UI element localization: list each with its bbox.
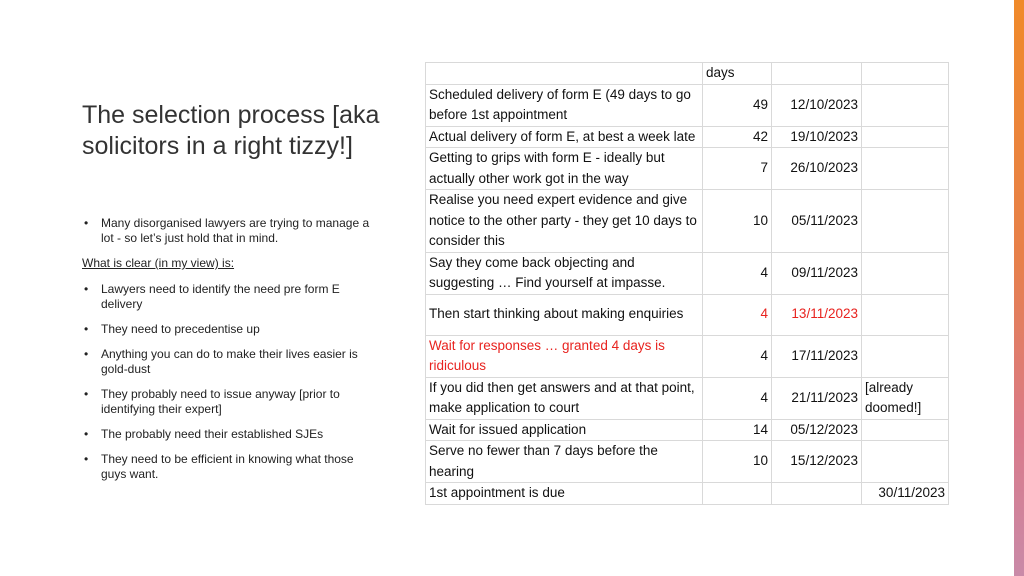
bullet-text: Anything you can do to make their lives easier is gold-dust [101, 347, 358, 376]
row-date: 26/10/2023 [772, 148, 862, 190]
row-desc: Getting to grips with form E - ideally but actually other work got in the way [426, 148, 703, 190]
row-note [862, 252, 949, 294]
row-date: 15/12/2023 [772, 441, 862, 483]
table-row [426, 294, 949, 335]
row-desc: Realise you need expert evidence and give notice to the other party - they get 10 days to consider this [426, 190, 703, 253]
row-desc: 1st appointment is due [426, 483, 703, 505]
table-row [426, 252, 949, 294]
bullet-text: The probably need their established SJEs [101, 427, 324, 441]
row-desc: Wait for issued application [426, 419, 703, 441]
row-note [862, 126, 949, 148]
row-date [772, 483, 862, 505]
row-date: 21/11/2023 [772, 377, 862, 419]
table-row [426, 190, 949, 253]
row-days [703, 483, 772, 505]
bullet-text: Lawyers need to identify the need pre form E delivery [101, 282, 340, 311]
row-date-highlight: 13/11/2023 [772, 294, 862, 335]
row-date: 17/11/2023 [772, 335, 862, 377]
row-days: 14 [703, 419, 772, 441]
row-days: 4 [703, 252, 772, 294]
subheading: What is clear (in my view) is: [82, 256, 235, 270]
row-note: [already doomed!] [862, 377, 949, 419]
table-row [426, 148, 949, 190]
table-row [426, 483, 949, 505]
bullet-item: • They probably need to issue anyway [prior to identifying their expert] [84, 387, 340, 416]
row-days: 49 [703, 84, 772, 126]
table-row [426, 377, 949, 419]
bullet-text: They need to precedentise up [101, 322, 260, 336]
bullet-list [82, 216, 372, 492]
row-note [862, 190, 949, 253]
row-days: 7 [703, 148, 772, 190]
row-days: 4 [703, 377, 772, 419]
table-row [426, 335, 949, 377]
row-note [862, 84, 949, 126]
row-note [862, 419, 949, 441]
table-cell [772, 63, 862, 85]
table-row [426, 441, 949, 483]
row-desc-highlight: Wait for responses … granted 4 days is ridiculous [426, 335, 703, 377]
row-desc: Then start thinking about making enquiries [426, 294, 703, 335]
table-row [426, 84, 949, 126]
row-desc: Say they come back objecting and suggesting … Find yourself at impasse. [426, 252, 703, 294]
table-cell [426, 63, 703, 85]
bullet-item: • Many disorganised lawyers are trying to manage a lot - so let’s just hold that in mind. [84, 216, 370, 245]
row-days: 4 [703, 335, 772, 377]
row-days: 42 [703, 126, 772, 148]
bullet-item: • They need to precedentise up [84, 322, 260, 336]
row-desc: If you did then get answers and at that point, make application to court [426, 377, 703, 419]
bullet-item: • The probably need their established SJEs [84, 427, 324, 441]
row-date: 09/11/2023 [772, 252, 862, 294]
table-row [426, 126, 949, 148]
table-cell [862, 63, 949, 85]
row-date: 12/10/2023 [772, 84, 862, 126]
row-date: 05/12/2023 [772, 419, 862, 441]
row-desc: Serve no fewer than 7 days before the hearing [426, 441, 703, 483]
bullet-text: They probably need to issue anyway [prior to identifying their expert] [101, 387, 340, 416]
slide-title: The selection process [aka solicitors in a right tizzy!] [82, 101, 380, 160]
table-header-row [426, 63, 949, 85]
row-note: 30/11/2023 [862, 483, 949, 505]
table-row [426, 419, 949, 441]
row-desc: Scheduled delivery of form E (49 days to go before 1st appointment [426, 84, 703, 126]
bullet-text: They need to be efficient in knowing what those guys want. [101, 452, 354, 481]
row-days: 10 [703, 190, 772, 253]
row-note [862, 148, 949, 190]
bullet-item: • They need to be efficient in knowing what those guys want. [84, 452, 354, 481]
row-note [862, 441, 949, 483]
bullet-item: • Lawyers need to identify the need pre form E delivery [84, 282, 340, 311]
accent-bar [1014, 0, 1024, 576]
row-days: 10 [703, 441, 772, 483]
bullet-text: Many disorganised lawyers are trying to manage a lot - so let’s just hold that in mind. [101, 216, 370, 245]
row-note [862, 335, 949, 377]
row-days-highlight: 4 [703, 294, 772, 335]
days-header: days [703, 63, 772, 85]
row-desc: Actual delivery of form E, at best a week late [426, 126, 703, 148]
bullet-item: • Anything you can do to make their lives easier is gold-dust [84, 347, 358, 376]
row-note [862, 294, 949, 335]
row-date: 05/11/2023 [772, 190, 862, 253]
row-date: 19/10/2023 [772, 126, 862, 148]
timeline-table [425, 62, 949, 505]
